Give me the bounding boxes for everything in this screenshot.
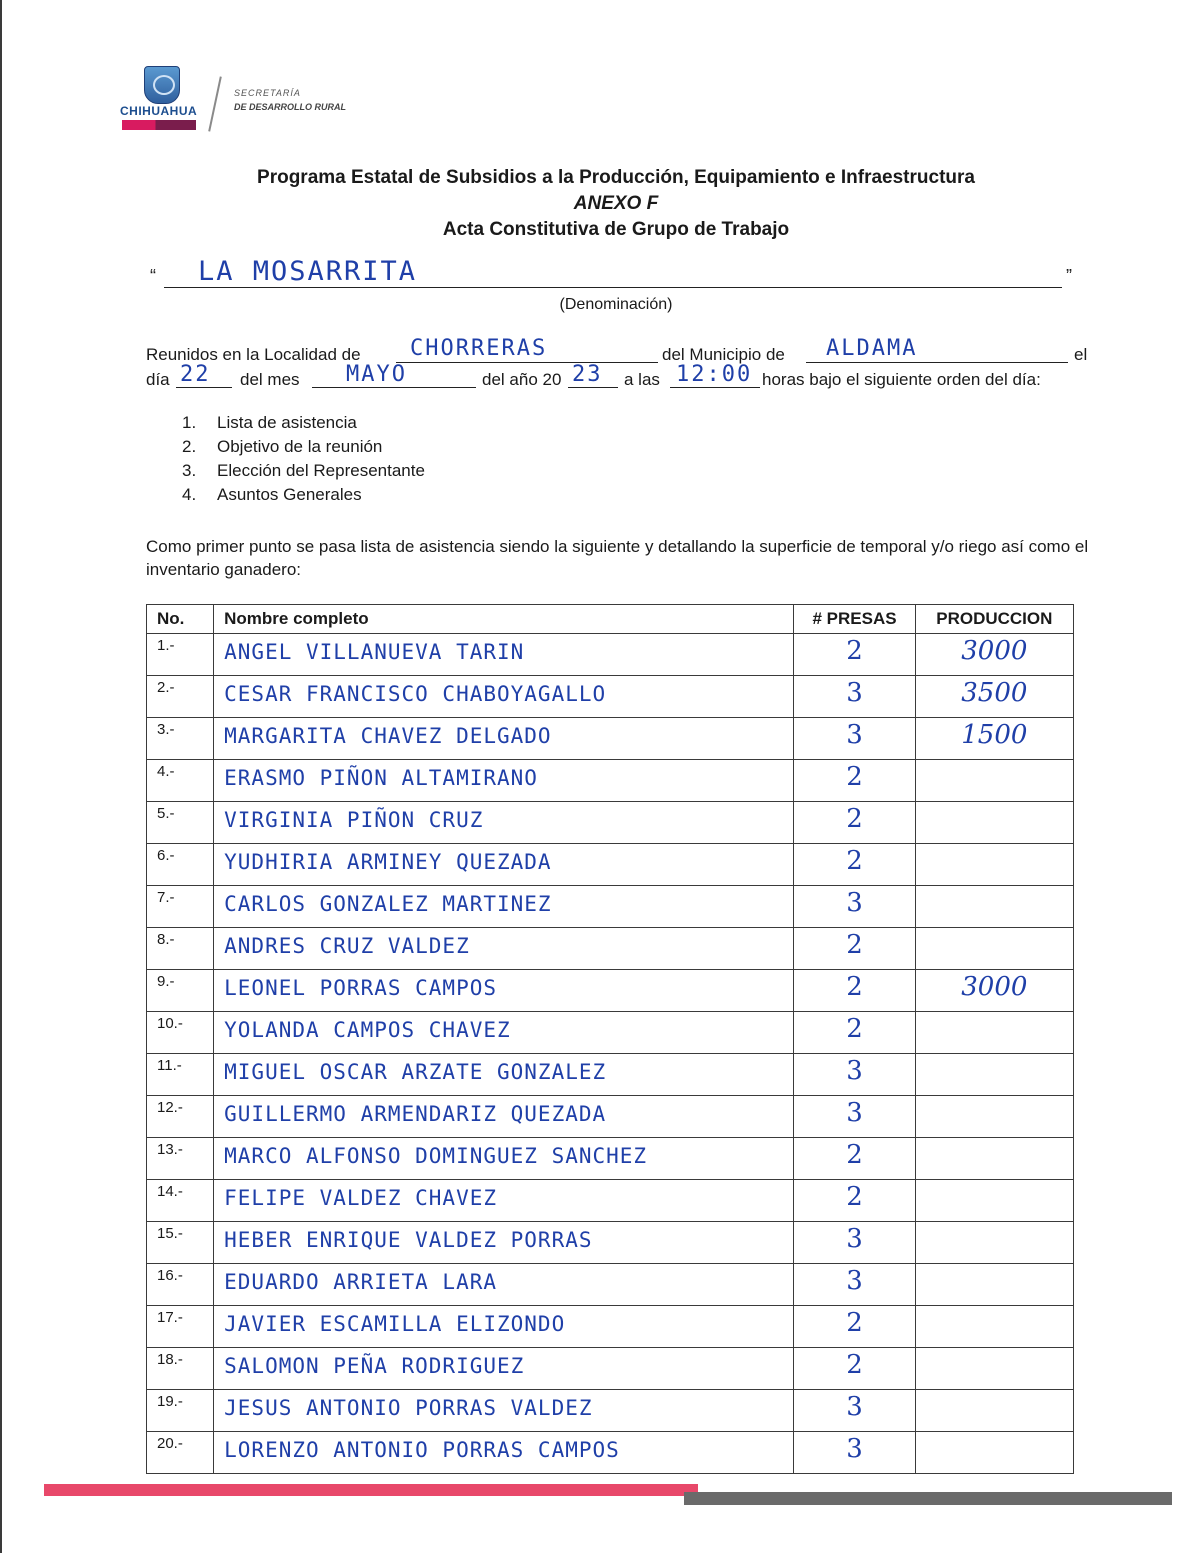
col-produccion-header: PRODUCCION (915, 605, 1073, 634)
participant-name: MARGARITA CHAVEZ DELGADO (214, 718, 794, 760)
annex-title: ANEXO F (573, 193, 659, 214)
logo-state-name: CHIHUAHUA (120, 104, 198, 118)
table-row (147, 1222, 1074, 1264)
table-row (147, 928, 1074, 970)
localidad-value: CHORRERAS (410, 336, 548, 361)
produccion-value (915, 1306, 1073, 1348)
produccion-value (915, 1348, 1073, 1390)
row-number: 8.- (147, 928, 214, 970)
row-number: 12.- (147, 1096, 214, 1138)
row-number: 9.- (147, 970, 214, 1012)
logo-tag (122, 120, 196, 130)
secretaria-line1: SECRETARÍA (234, 88, 301, 98)
agenda-item (182, 485, 425, 509)
presas-value: 2 (794, 1306, 915, 1348)
participant-name: SALOMON PEÑA RODRIGUEZ (214, 1348, 794, 1390)
agenda-list (182, 413, 425, 509)
produccion-value (915, 1222, 1073, 1264)
participant-name: EDUARDO ARRIETA LARA (214, 1264, 794, 1306)
presas-value: 3 (794, 1432, 915, 1474)
logo-separator (208, 76, 222, 131)
produccion-value (915, 1264, 1073, 1306)
produccion-value (915, 1432, 1073, 1474)
produccion-value (915, 1138, 1073, 1180)
presas-value: 3 (794, 1264, 915, 1306)
row-number: 1.- (147, 634, 214, 676)
presas-value: 2 (794, 928, 915, 970)
agenda-num: 3. (182, 461, 197, 480)
table-row (147, 886, 1074, 928)
localidad-underline (396, 362, 658, 363)
col-name-header: Nombre completo (214, 605, 794, 634)
row-number: 11.- (147, 1054, 214, 1096)
dia-underline (176, 387, 232, 388)
table-row (147, 1264, 1074, 1306)
row-number: 2.- (147, 676, 214, 718)
participant-name: MIGUEL OSCAR ARZATE GONZALEZ (214, 1054, 794, 1096)
presas-value: 3 (794, 1054, 915, 1096)
agenda-item (182, 461, 425, 485)
label-dia: día (146, 370, 170, 389)
table-row (147, 760, 1074, 802)
col-presas-header: # PRESAS (794, 605, 915, 634)
table-row (147, 1348, 1074, 1390)
participant-name: ERASMO PIÑON ALTAMIRANO (214, 760, 794, 802)
row-number: 13.- (147, 1138, 214, 1180)
row-number: 15.- (147, 1222, 214, 1264)
row-number: 20.- (147, 1432, 214, 1474)
table-row (147, 1012, 1074, 1054)
presas-value: 2 (794, 844, 915, 886)
row-number: 5.- (147, 802, 214, 844)
participant-name: JESUS ANTONIO PORRAS VALDEZ (214, 1390, 794, 1432)
attendance-body (147, 634, 1074, 1474)
presas-value: 3 (794, 1096, 915, 1138)
presas-value: 2 (794, 634, 915, 676)
mes-underline (312, 387, 476, 388)
label-municipio: del Municipio de (662, 345, 785, 364)
produccion-value (915, 1012, 1073, 1054)
table-row (147, 1138, 1074, 1180)
close-quote: ” (1066, 266, 1072, 286)
participant-name: LORENZO ANTONIO PORRAS CAMPOS (214, 1432, 794, 1474)
attendance-table (146, 604, 1074, 1474)
municipio-underline (806, 362, 1068, 363)
presas-value: 2 (794, 1180, 915, 1222)
presas-value: 2 (794, 1348, 915, 1390)
label-anio: del año 20 (482, 370, 562, 389)
agenda-text: Objetivo de la reunión (217, 437, 383, 456)
produccion-value (915, 1390, 1073, 1432)
row-number: 14.- (147, 1180, 214, 1222)
presas-value: 2 (794, 802, 915, 844)
presas-value: 3 (794, 676, 915, 718)
table-row (147, 802, 1074, 844)
table-row (147, 634, 1074, 676)
attendance-intro: Como primer punto se pasa lista de asistencia siendo la siguiente y detallando la superficie de temporal y/o riego así como el inventario ganadero: (146, 537, 1089, 579)
participant-name: FELIPE VALDEZ CHAVEZ (214, 1180, 794, 1222)
program-title: Programa Estatal de Subsidios a la Producción, Equipamiento e Infraestructura (257, 167, 975, 188)
table-row (147, 676, 1074, 718)
footer-red-bar (44, 1484, 698, 1496)
produccion-value (915, 928, 1073, 970)
table-row (147, 970, 1074, 1012)
agenda-item (182, 413, 425, 437)
table-row (147, 1054, 1074, 1096)
table-row (147, 1306, 1074, 1348)
agenda-item (182, 437, 425, 461)
presas-value: 2 (794, 760, 915, 802)
row-number: 4.- (147, 760, 214, 802)
row-number: 10.- (147, 1012, 214, 1054)
denomination-underline (164, 287, 1062, 288)
participant-name: YUDHIRIA ARMINEY QUEZADA (214, 844, 794, 886)
row-number: 19.- (147, 1390, 214, 1432)
row-number: 7.- (147, 886, 214, 928)
document-titles (0, 165, 1200, 243)
denomination-field (150, 254, 1080, 288)
participant-name: MARCO ALFONSO DOMINGUEZ SANCHEZ (214, 1138, 794, 1180)
table-row (147, 1096, 1074, 1138)
presas-value: 2 (794, 1138, 915, 1180)
hora-underline (670, 387, 760, 388)
produccion-value: 3000 (915, 970, 1073, 1012)
presas-value: 3 (794, 1390, 915, 1432)
act-title: Acta Constitutiva de Grupo de Trabajo (442, 219, 790, 240)
presas-value: 3 (794, 718, 915, 760)
produccion-value: 3000 (915, 634, 1073, 676)
produccion-value (915, 802, 1073, 844)
anio-underline (568, 387, 618, 388)
produccion-value (915, 1096, 1073, 1138)
participant-name: YOLANDA CAMPOS CHAVEZ (214, 1012, 794, 1054)
produccion-value: 1500 (915, 718, 1073, 760)
col-no-header: No. (147, 605, 214, 634)
agenda-num: 1. (182, 413, 197, 432)
produccion-value (915, 1180, 1073, 1222)
presas-value: 2 (794, 1012, 915, 1054)
presas-value: 3 (794, 1222, 915, 1264)
participant-name: ANDRES CRUZ VALDEZ (214, 928, 794, 970)
agenda-text: Lista de asistencia (217, 413, 357, 432)
presas-value: 2 (794, 970, 915, 1012)
denomination-label: (Denominación) (559, 296, 673, 313)
anio-value: 23 (572, 362, 603, 387)
produccion-value (915, 760, 1073, 802)
table-row (147, 718, 1074, 760)
participant-name: GUILLERMO ARMENDARIZ QUEZADA (214, 1096, 794, 1138)
row-number: 16.- (147, 1264, 214, 1306)
participant-name: ANGEL VILLANUEVA TARIN (214, 634, 794, 676)
row-number: 3.- (147, 718, 214, 760)
label-localidad: Reunidos en la Localidad de (146, 345, 361, 364)
group-name: LA MOSARRITA (198, 256, 418, 287)
produccion-value (915, 1054, 1073, 1096)
produccion-value (915, 886, 1073, 928)
table-row (147, 1180, 1074, 1222)
label-hora: a las (624, 370, 660, 389)
agenda-num: 2. (182, 437, 197, 456)
participant-name: VIRGINIA PIÑON CRUZ (214, 802, 794, 844)
label-mes: del mes (240, 370, 300, 389)
chihuahua-shield-icon (144, 66, 180, 104)
table-row (147, 1432, 1074, 1474)
municipio-value: ALDAMA (826, 336, 918, 361)
label-el: el (1074, 345, 1088, 364)
agenda-num: 4. (182, 485, 197, 504)
row-number: 18.- (147, 1348, 214, 1390)
agenda-text: Asuntos Generales (217, 485, 362, 504)
participant-name: CESAR FRANCISCO CHABOYAGALLO (214, 676, 794, 718)
table-row (147, 1390, 1074, 1432)
table-header-row (147, 605, 1074, 634)
participant-name: LEONEL PORRAS CAMPOS (214, 970, 794, 1012)
table-row (147, 844, 1074, 886)
header-logo (118, 66, 418, 136)
participant-name: HEBER ENRIQUE VALDEZ PORRAS (214, 1222, 794, 1264)
label-horas-tail: horas bajo el siguiente orden del día: (762, 370, 1041, 389)
produccion-value: 3500 (915, 676, 1073, 718)
secretaria-line2: DE DESARROLLO RURAL (234, 102, 346, 112)
agenda-text: Elección del Representante (217, 461, 425, 480)
row-number: 17.- (147, 1306, 214, 1348)
footer-gray-bar (684, 1492, 1172, 1505)
presas-value: 3 (794, 886, 915, 928)
mes-value: MAYO (346, 362, 407, 387)
produccion-value (915, 844, 1073, 886)
participant-name: CARLOS GONZALEZ MARTINEZ (214, 886, 794, 928)
hora-value: 12:00 (676, 362, 753, 387)
participant-name: JAVIER ESCAMILLA ELIZONDO (214, 1306, 794, 1348)
open-quote: “ (150, 266, 156, 286)
dia-value: 22 (180, 362, 211, 387)
row-number: 6.- (147, 844, 214, 886)
